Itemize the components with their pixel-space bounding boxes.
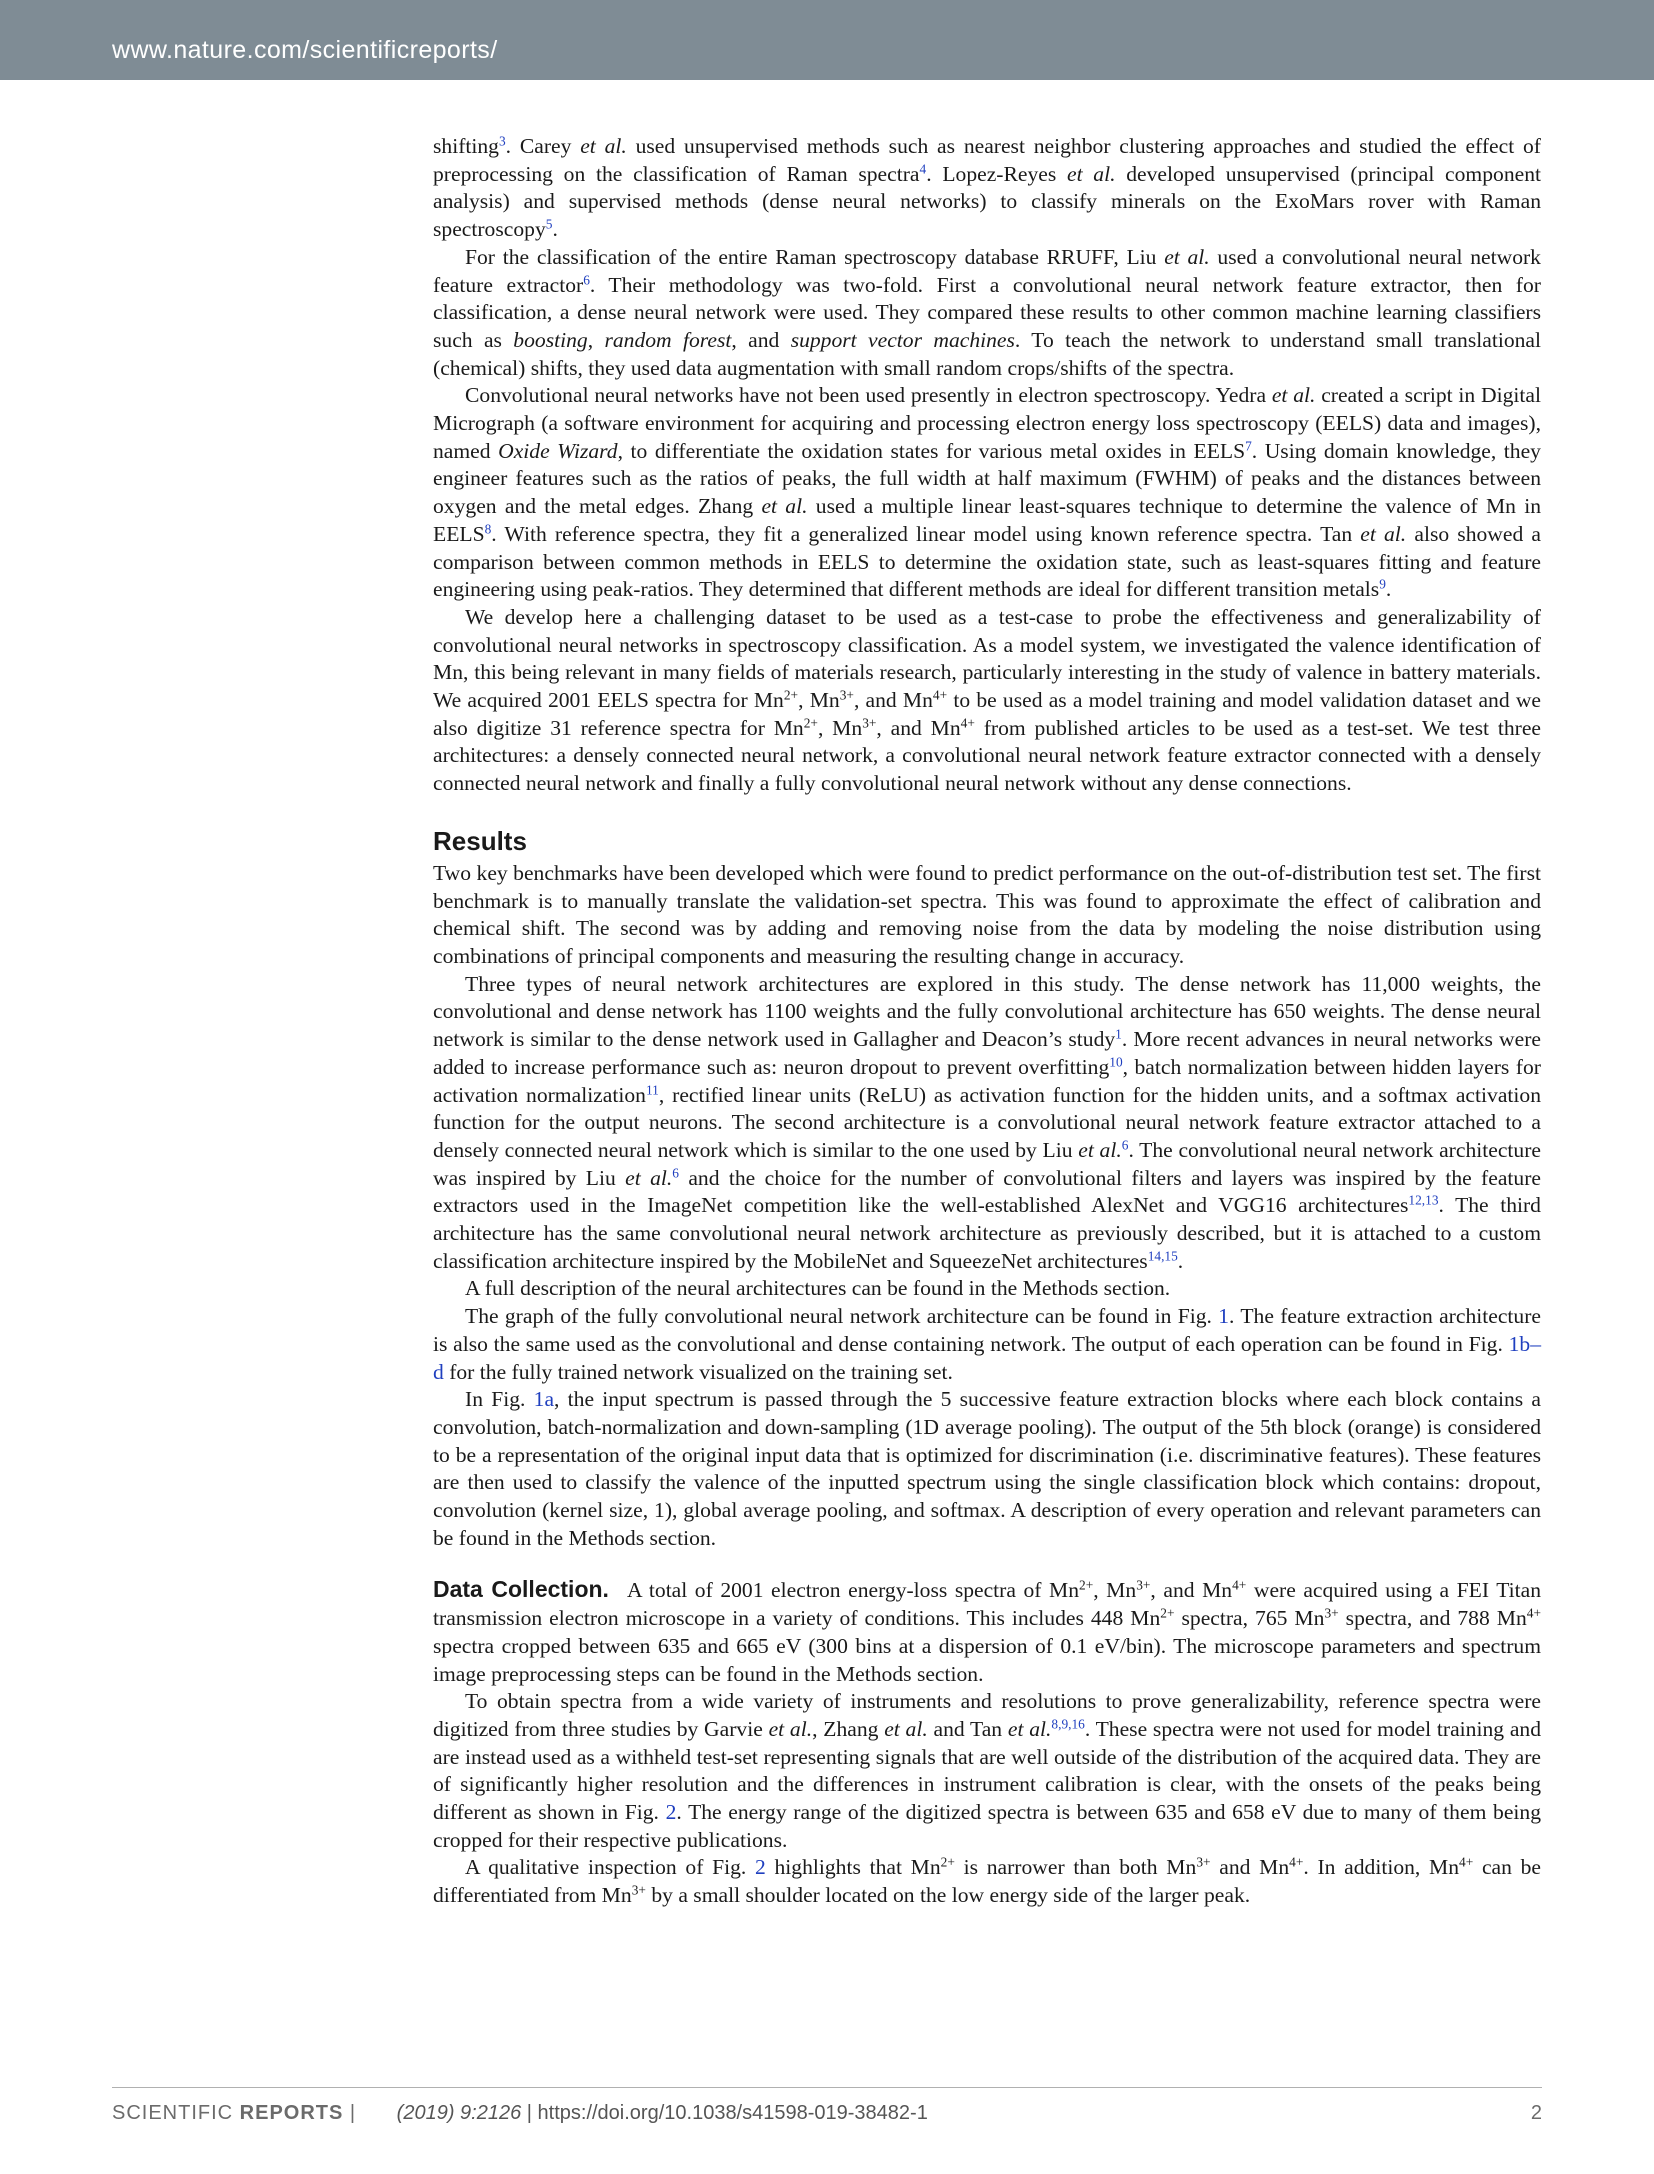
- paragraph-results-4: The graph of the fully convolutional neural network architecture can be found in Fig. 1. The feature extraction architecture is also the same used as the convolutional and dense containing network. The output of each operation can be found in Fig. 1b–d for the fully trained network visualized on the training set.: [433, 1304, 1541, 1384]
- journal-url[interactable]: www.nature.com/scientificreports/: [112, 36, 498, 64]
- results-heading: Results: [433, 825, 527, 856]
- paragraph-results-3: A full description of the neural architectures can be found in the Methods section.: [465, 1276, 1171, 1301]
- data-collection-heading: Data Collection.: [433, 1576, 609, 1603]
- paragraph-intro-4: We develop here a challenging dataset to be used as a test-case to probe the effectiveness and generalizability of convolutional neural networks in spectroscopy classification. As a model system, we investigated the valence identification of Mn, this being relevant in many fields of materials research, particularly interesting in the study of valence in battery materials. We acquired 2001 EELS spectra for $Mn^{2+}$, $Mn^{3+}$, and $Mn^{4+}$ to be used as a model training and model validation dataset and we also digitize 31 reference spectra for $Mn^{2+}$, $Mn^{3+}$, and $Mn^{4+}$ from published articles to be used as a test-set. We test three architectures: a densely connected neural network, a convolutional neural network feature extractor connected with a densely connected neural network and finally a fully convolutional neural network without any dense connections.: [433, 604, 1542, 796]
- paragraph-intro-2: For the classification of the entire Raman spectroscopy database RRUFF, Liu et al. used a convolutional neural network feature extractor$^6$. Their methodology was two-fold. First a convolutional neural network feature extractor, then for classification, a dense neural network were used. They compared these results to other common machine learning classifiers such as boosting, random forest, and support vector machines. To teach the network to understand small translational (chemical) shifts, they used data augmentation with small random crops/shifts of the spectra.: [433, 244, 1541, 380]
- journal-name: SCIENTIFIC REPORTS |: [112, 2102, 363, 2124]
- paragraph-results-1: Two key benchmarks have been developed which were found to predict performance on the out-of-distribution test set. The first benchmark is to manually translate the validation-set spectra. This was found to approximate the effect of calibration and chemical shift. The second was by adding and removing noise from the data by modeling the noise distribution using combinations of principal components and measuring the resulting change in accuracy.: [433, 860, 1541, 968]
- footer-divider: [112, 2087, 1542, 2088]
- paragraph-intro-3: Convolutional neural networks have not been used presently in electron spectroscopy. Yedra et al. created a script in Digital Micrograph (a software environment for acquiring and processing electron energy loss spectroscopy (EELS) data and images), named Oxide Wizard, to differentiate the oxidation states for various metal oxides in EELS$^7$. Using domain knowledge, they engineer features such as the ratios of peaks, the full width at half maximum (FWHM) of peaks and the distances between oxygen and the metal edges. Zhang et al. used a multiple linear least-squares technique to determine the valence of Mn in EELS$^8$. With reference spectra, they fit a generalized linear model using known reference spectra. Tan et al. also showed a comparison between common methods in EELS to determine the oxidation state, such as least-squares fitting and feature engineering using peak-ratios. They determined that different methods are ideal for different transition metals$^9$.: [433, 383, 1542, 602]
- citation: (2019) 9:2126: [396, 2102, 522, 2124]
- paragraph-results-2: Three types of neural network architectures are explored in this study. The dense network has 11,000 weights, the convolutional and dense network has 1100 weights and the fully convolutional architecture has 650 weights. The dense neural network is similar to the dense network used in Gallagher and Deacon’s study$^1$. More recent advances in neural networks were added to increase performance such as: neuron dropout to prevent overfitting$^{10}$, batch normalization between hidden layers for activation normalization$^{11}$, rectified linear units (ReLU) as activation function for the hidden units, and a softmax activation function for the output neurons. The second architecture is a convolutional neural network feature extractor attached to a densely connected neural network which is similar to the one used by Liu et al.$^6$. The convolutional neural network architecture was inspired by Liu et al.$^6$ and the choice for the number of convolutional filters and layers was inspired by the feature extractors used in the ImageNet competition like the well-established AlexNet and VGG16 architectures$^{12,13}$. The third architecture has the same convolutional neural network architecture as previously described, but it is attached to a custom classification architecture inspired by the MobileNet and SqueezeNet architectures$^{14,15}$.: [433, 971, 1541, 1273]
- article-body: [433, 133, 1541, 1910]
- paragraph-results-5: In Fig. 1a, the input spectrum is passed through the 5 successive feature extraction blocks where each block contains a convolution, batch-normalization and down-sampling (1D average pooling). The output of the 5th block (orange) is considered to be a representation of the original input data that is optimized for discrimination (i.e. discriminative features). These features are then used to classify the valence of the inputted spectrum using the single classification block which contains: dropout, convolution (kernel size, 1), global average pooling, and softmax. A description of every operation and relevant parameters can be found in the Methods section.: [433, 1387, 1541, 1550]
- paragraph-data-collection-3: A qualitative inspection of Fig. 2 highlights that $Mn^{2+}$ is narrower than both $Mn^{3+}$ and $Mn^{4+}$. In addition, $Mn^{4+}$ can be differentiated from $Mn^{3+}$ by a small shoulder located on the low energy side of the larger peak.: [433, 1855, 1541, 1908]
- paragraph-data-collection-2: To obtain spectra from a wide variety of instruments and resolutions to prove generalizability, reference spectra were digitized from three studies by Garvie et al., Zhang et al. and Tan et al.$^{8,9,16}$. These spectra were not used for model training and are instead used as a withheld test-set representing signals that are well outside of the distribution of the acquired data. They are of significantly higher resolution and the differences in instrument calibration is clear, with the onsets of the peaks being different as shown in Fig. 2. The energy range of the digitized spectra is between 635 and 658 eV due to many of them being cropped for their respective publications.: [433, 1689, 1541, 1852]
- doi-link[interactable]: | https://doi.org/10.1038/s41598-019-38482-1: [521, 2102, 928, 2124]
- paragraph-intro-1: shifting$^3$. Carey et al. used unsupervised methods such as nearest neighbor clustering approaches and studied the effect of preprocessing on the classification of Raman spectra$^4$. Lopez-Reyes et al. developed unsupervised (principal component analysis) and supervised methods (dense neural networks) to classify minerals on the ExoMars rover with Raman spectroscopy$^5$.: [433, 133, 1541, 242]
- page-footer: [112, 2102, 1542, 2125]
- page-number: 2: [1530, 2102, 1542, 2124]
- paragraph-data-collection-1: Data Collection. A total of 2001 electron energy-loss spectra of $Mn^{2+}$, $Mn^{3+}$, and $Mn^{4+}$ were acquired using a FEI Titan transmission electron microscope in a variety of conditions. This includes 448 $Mn^{2+}$ spectra, 765 $Mn^{3+}$ spectra, and 788 $Mn^{4+}$ spectra cropped between 635 and 665 eV (300 bins at a dispersion of 0.1 eV/bin). The microscope parameters and spectrum image preprocessing steps can be found in the Methods section.: [433, 1576, 1542, 1686]
- journal-header-bar: [0, 0, 1654, 80]
